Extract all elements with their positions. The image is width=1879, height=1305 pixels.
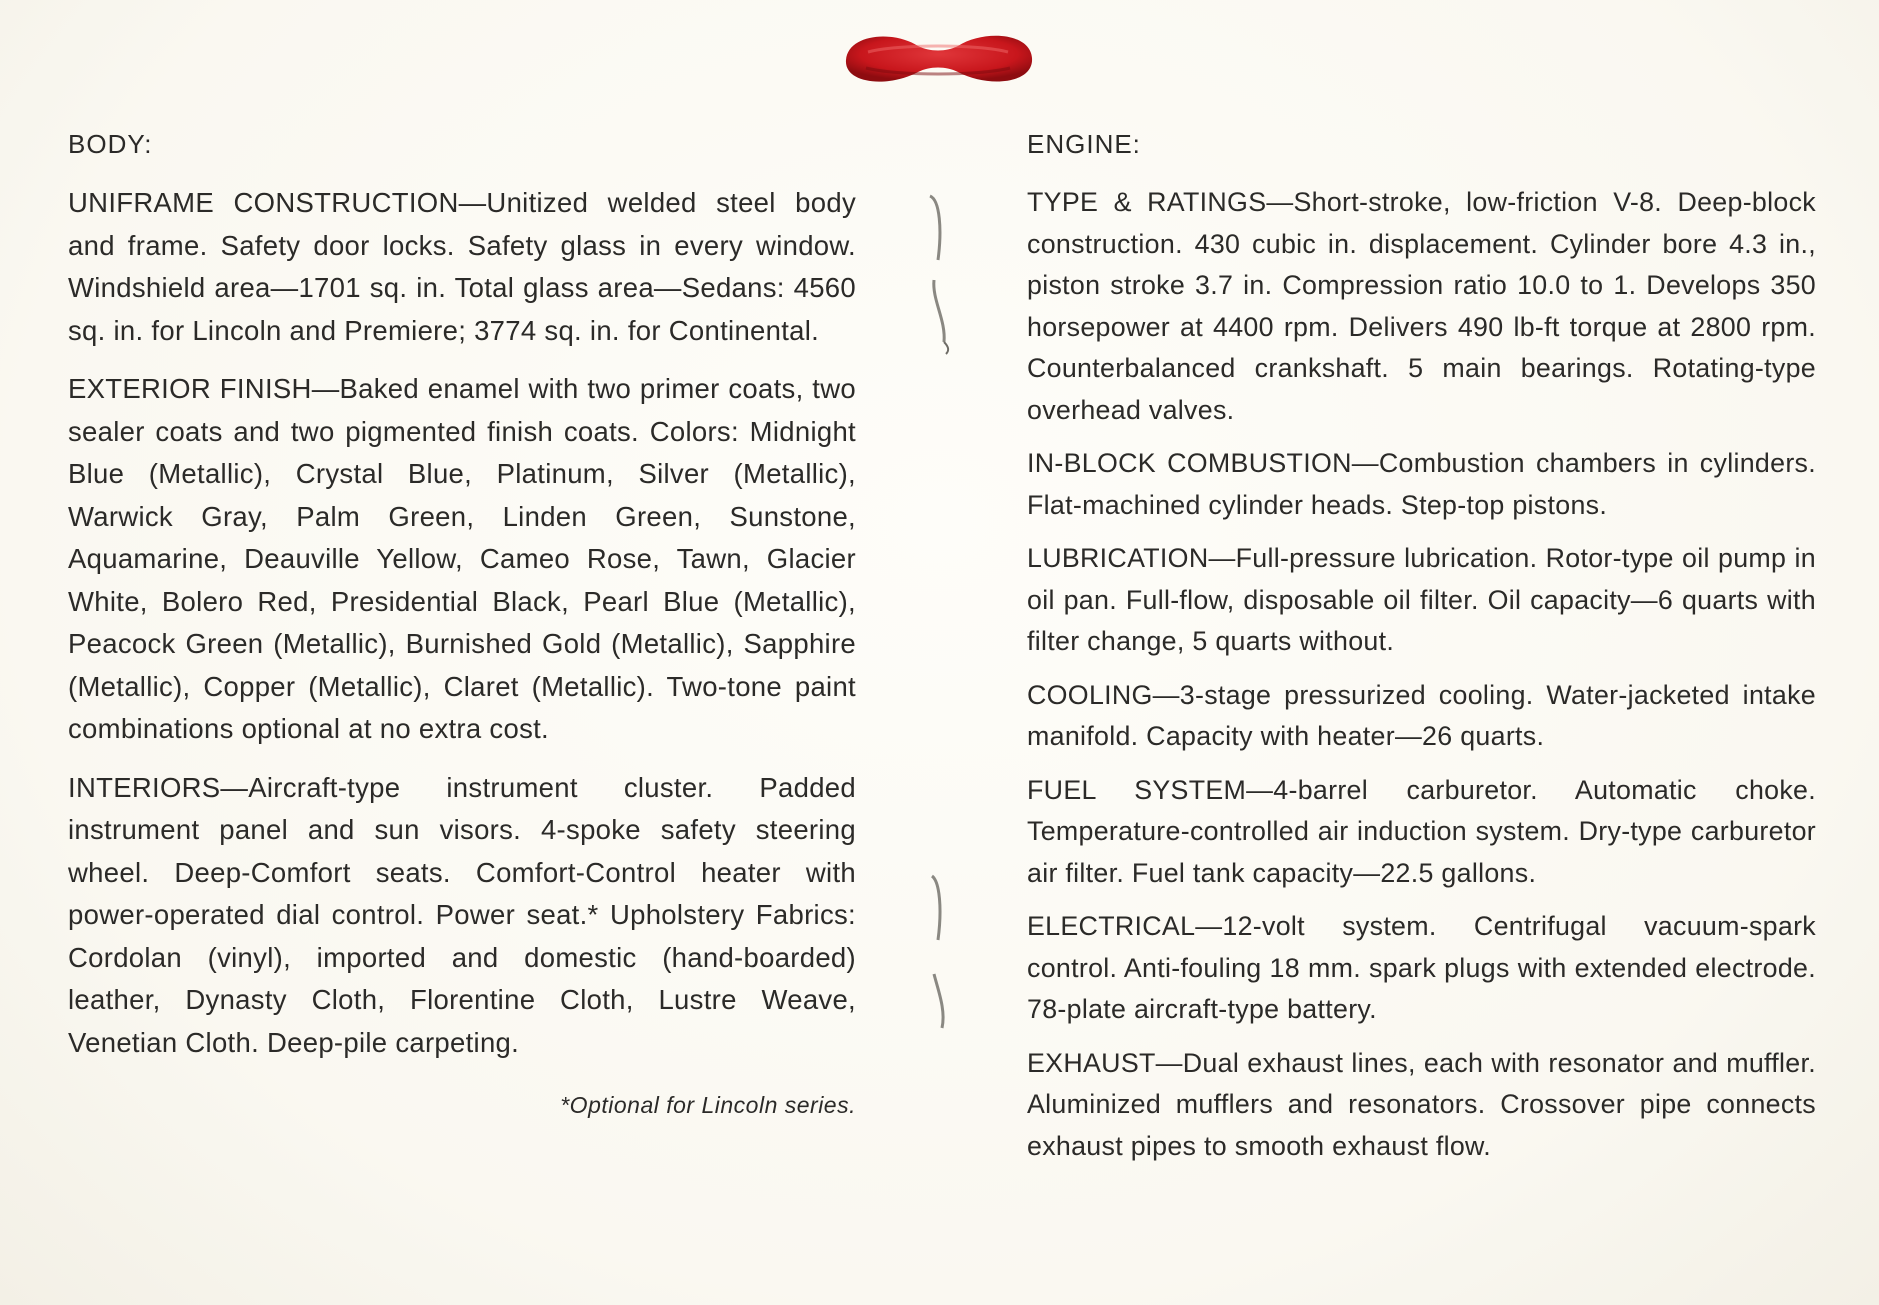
engine-paragraph-cooling: COOLING—3-stage pressurized cooling. Water-jacketed intake manifold. Capacity with heater—26 quarts. [1027, 679, 1816, 751]
body-paragraph-uniframe: UNIFRAME CONSTRUCTION—Unitized welded steel body and frame. Safety door locks. Safety glass in every window. Windshield area—1701 sq. in. Total glass area—Sedans: 4560 sq. in. for Lincoln and Premiere; 3774 sq. in. for Continental. [68, 187, 856, 346]
engine-paragraph-exhaust: EXHAUST—Dual exhaust lines, each with resonator and muffler. Aluminized mufflers and resonators. Crossover pipe connects exhaust pipes to smooth exhaust flow. [1027, 1047, 1816, 1161]
engine-paragraph-type-ratings: TYPE & RATINGS—Short-stroke, low-friction V-8. Deep-block construction. 430 cubic in. displacement. Cylinder bore 4.3 in., piston stroke 3.7 in. Compression ratio 10.0 to 1. Develops 350 horsepower at 4400 rpm. Delivers 490 lb-ft torque at 2800 rpm. Counterbalanced crankshaft. 5 main bearings. Rotating-type overhead valves. [1027, 187, 1816, 425]
body-paragraph-interiors: INTERIORS—Aircraft-type instrument cluster. Padded instrument panel and sun visors. 4-spoke safety steering wheel. Deep-Comfort seats. Comfort-Control heater with power-operated dial control. Power seat.* Upholstery Fabrics: Cordolan (vinyl), imported and domestic (hand-boarded) leather, Dynasty Cloth, Florentine Cloth, Lustre Weave, Venetian Cloth. Deep-pile carpeting. [68, 771, 856, 1058]
binding-cord-top [920, 190, 960, 360]
body-column [68, 128, 856, 1119]
red-ribbon-bow [838, 22, 1038, 92]
body-heading: BODY: [68, 129, 153, 159]
engine-column [1027, 128, 1816, 1179]
engine-paragraph-electrical: ELECTRICAL—12-volt system. Centrifugal vacuum-spark control. Anti-fouling 18 mm. spark plugs with extended electrode. 78-plate aircraft-type battery. [1027, 911, 1816, 1024]
footnote: *Optional for Lincoln series. [560, 1092, 856, 1118]
engine-paragraph-lubrication: LUBRICATION—Full-pressure lubrication. Rotor-type oil pump in oil pan. Full-flow, disposable oil filter. Oil capacity—6 quarts with filter change, 5 quarts without. [1027, 543, 1816, 656]
engine-heading: ENGINE: [1027, 129, 1141, 159]
binding-cord-bottom [920, 870, 960, 1040]
body-paragraph-exterior-finish: EXTERIOR FINISH—Baked enamel with two primer coats, two sealer coats and two pigmented finish coats. Colors: Midnight Blue (Metallic), Crystal Blue, Platinum, Silver (Metallic), Warwick Gray, Palm Green, Linden Green, Sunstone, Aquamarine, Deauville Yellow, Cameo Rose, Tawn, Glacier White, Bolero Red, Presidential Black, Pearl Blue (Metallic), Peacock Green (Metallic), Burnished Gold (Metallic), Sapphire (Metallic), Copper (Metallic), Claret (Metallic). Two-tone paint combinations optional at no extra cost. [68, 373, 856, 744]
engine-paragraph-in-block-combustion: IN-BLOCK COMBUSTION—Combustion chambers in cylinders. Flat-machined cylinder heads. Step-top pistons. [1027, 448, 1816, 520]
engine-paragraph-fuel-system: FUEL SYSTEM—4-barrel carburetor. Automatic choke. Temperature-controlled air induction system. Dry-type carburetor air filter. Fuel tank capacity—22.5 gallons. [1027, 774, 1816, 888]
